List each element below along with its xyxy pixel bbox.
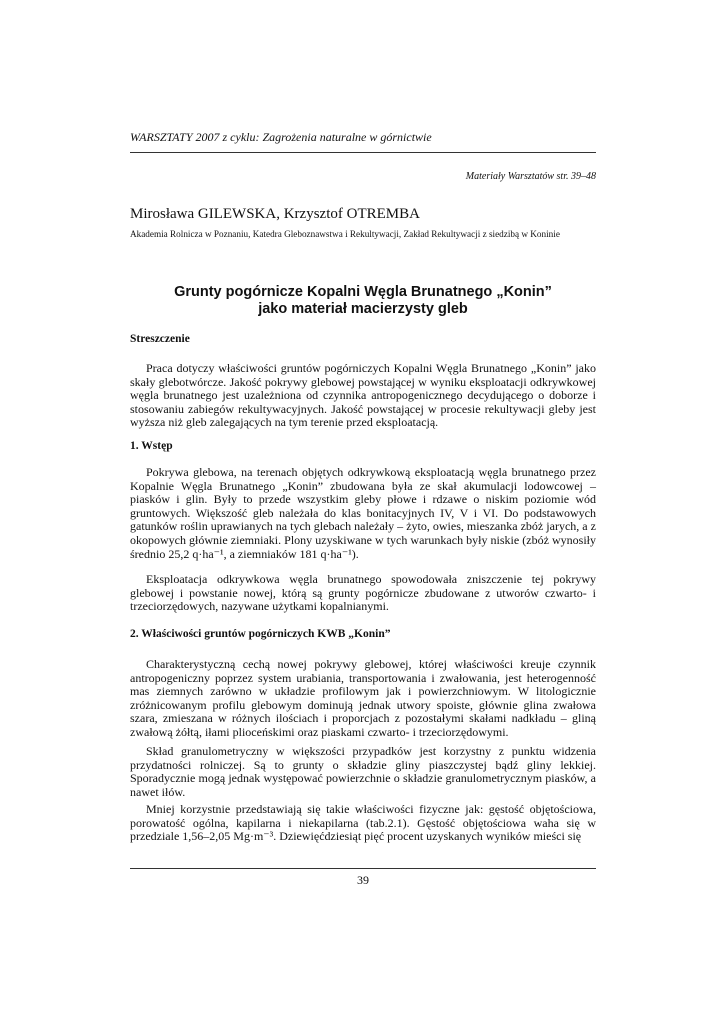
section-2-heading: 2. Właściwości gruntów pogórniczych KWB „Konin” <box>130 628 391 640</box>
authors: Mirosława GILEWSKA, Krzysztof OTREMBA <box>130 206 420 222</box>
section-2-paragraph-1: Charakterystyczną cechą nowej pokrywy glebowej, której właściwości kreuje czynnik antropogeniczny poprzez system urabiania, transportowania i zwałowania, jest heterogenność mas ziemnych zarówno w układzie profilowym jak i powierzchniowym. W litologicznie zróżnicowanym profilu glebowym dominują jednak utwory spoiste, głównie glina zwałowa szara, zmieszana w różnych ilościach i proporcjach z pozostałymi skałami nadkładu – gliną zwałową żółtą, iłami plioceńskimi oraz piaskami czwarto- i trzeciorzędowymi. <box>130 657 596 739</box>
title-line-2: jako materiał macierzysty gleb <box>258 301 468 317</box>
footer-divider <box>130 868 596 869</box>
journal-header: WARSZTATY 2007 z cyklu: Zagrożenia naturalne w górnictwie <box>130 130 432 144</box>
title-line-1: Grunty pogórnicze Kopalni Węgla Brunatnego „Konin” <box>174 284 552 300</box>
section-2-paragraph-3: Mniej korzystnie przedstawiają się takie właściwości fizyczne jak: gęstość objętościowa, porowatość ogólna, kapilarna i niekapilarna (tab.2.1). Gęstość objętościowa waha się w przedziale 1,56–2,05 Mg·m⁻³. Dziewięćdziesiąt pięć procent uzyskanych wyników mieści się <box>130 802 596 844</box>
article-title <box>130 284 596 318</box>
section-1-paragraph-1: Pokrywa glebowa, na terenach objętych odkrywkową eksploatacją węgla brunatnego przez Kopalnie Węgla Brunatnego „Konin” zbudowana była ze skał akumulacji lodowcowej – piasków i glin. Były to przede wszystkim gleby płowe i rdzawe o niskim poziomie wód gruntowych. Większość gleb należała do klas bonitacyjnych IV, V i VI. Do podstawowych gatunków roślin uprawianych na tych glebach należały – żyto, owies, mieszanka zbóż jarych, a z okopowych głównie ziemniaki. Plony uzyskiwane w tych warunkach były niskie (zbóż wynosiły średnio 25,2 q·ha⁻¹, a ziemniaków 181 q·ha⁻¹). <box>130 465 596 561</box>
abstract-heading: Streszczenie <box>130 333 190 345</box>
page-number: 39 <box>357 873 369 887</box>
header-divider <box>130 152 596 153</box>
section-1-heading: 1. Wstęp <box>130 440 173 452</box>
section-2-paragraph-2: Skład granulometryczny w większości przypadków jest korzystny z punktu widzenia przydatności rolniczej. Są to grunty o składzie gliny piaszczystej bądź gliny lekkiej. Sporadycznie mogą jednak występować powierzchnie o składzie granulometrycznym piasków, a nawet iłów. <box>130 744 596 799</box>
section-1-paragraph-2: Eksploatacja odkrywkowa węgla brunatnego spowodowała zniszczenie tej pokrywy glebowej i powstanie nowej, którą są grunty pogórnicze zbudowane z utworów czwarto- i trzeciorzędowych, nazywane użytkami kopalnianymi. <box>130 572 596 614</box>
abstract-text: Praca dotyczy właściwości gruntów pogórniczych Kopalni Węgla Brunatnego „Konin” jako skały glebotwórcze. Jakość pokrywy glebowej powstającej w wyniku eksploatacji odkrywkowej węgla brunatnego jest uzależniona od czynnika antropogenicznego decydującego o doborze i stosowaniu zabiegów rekultywacyjnych. Jakość powstającej w procesie rekultywacji gleby jest wyższa niż gleb zalegających na tym terenie przed eksploatacją. <box>130 361 596 430</box>
affiliation: Akademia Rolnicza w Poznaniu, Katedra Gleboznawstwa i Rekultywacji, Zakład Rekultywacji z siedzibą w Koninie <box>130 229 560 239</box>
page-reference: Materiały Warsztatów str. 39–48 <box>465 171 596 182</box>
